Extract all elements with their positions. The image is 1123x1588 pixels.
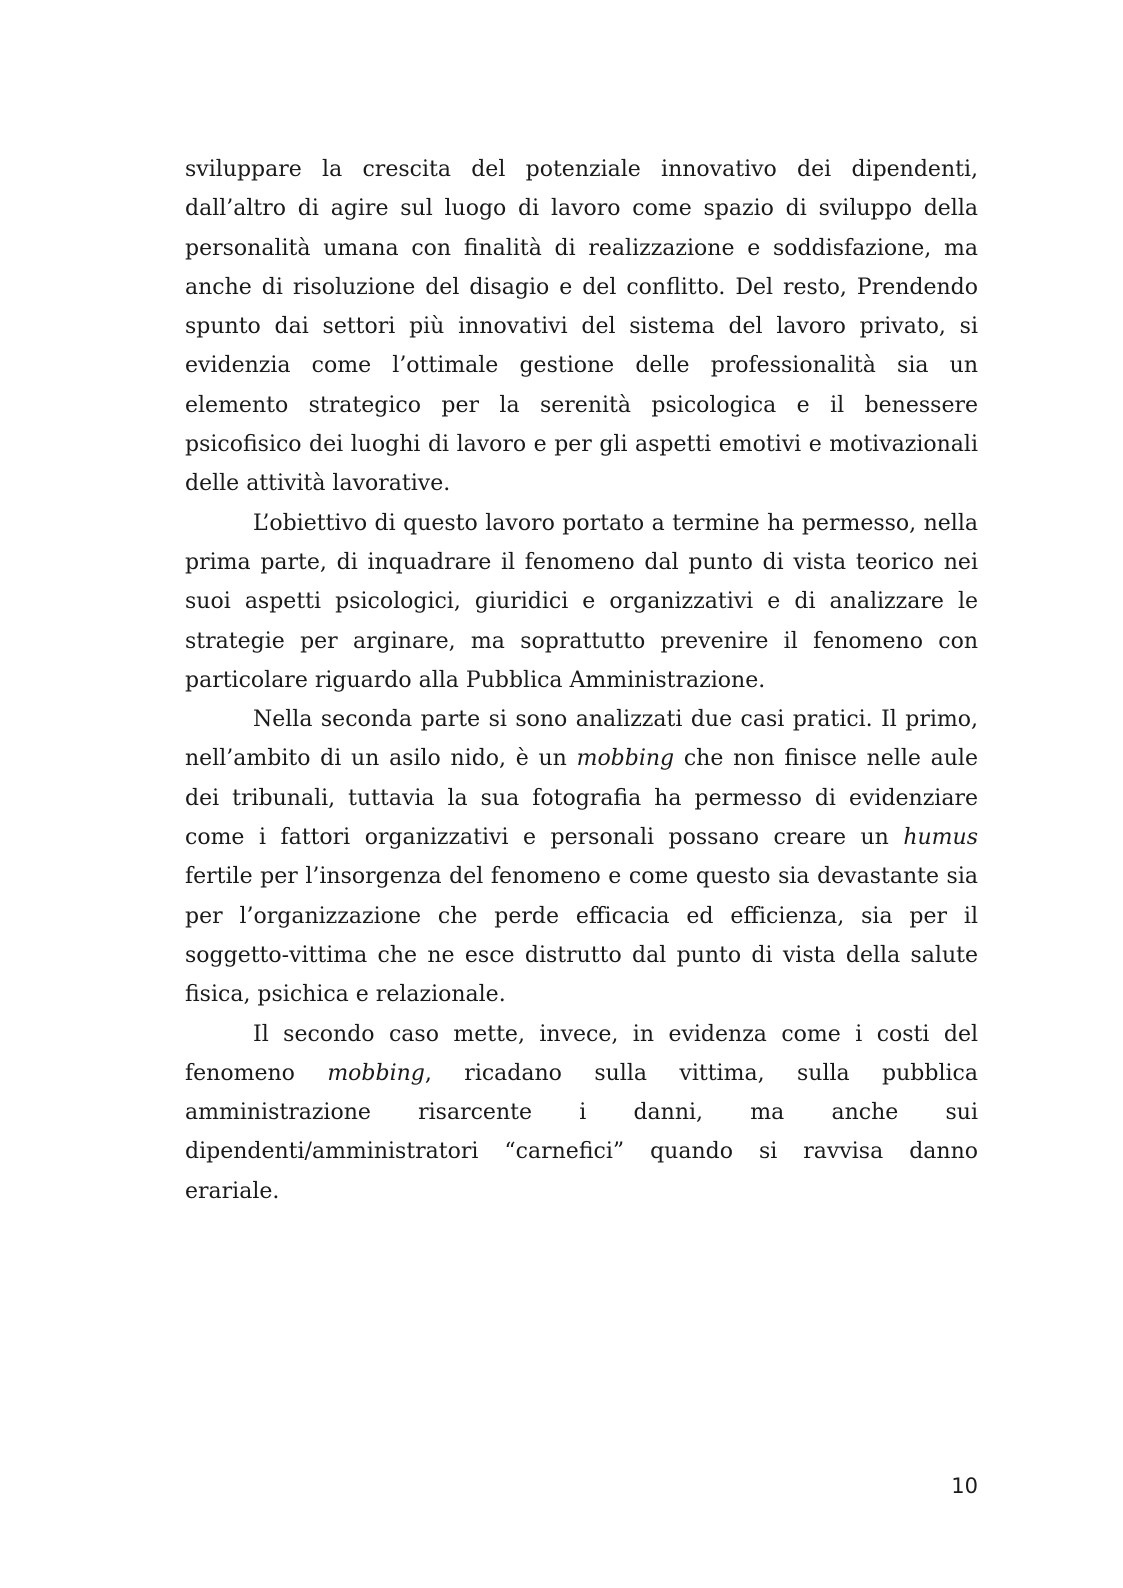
paragraph-2-text: L’obiettivo di questo lavoro portato a termine ha permesso, nella prima parte, di inquadrare il fenomeno dal punto di vista teorico nei suoi aspetti psicologici, giuridici e organizzativi e di analizzare le strategie per arginare, ma soprattutto prevenire il fenomeno con particolare riguardo alla Pubblica Amministrazione.: [185, 510, 978, 693]
paragraph-4-text-b: , ricadano sulla vittima, sulla pubblica amministrazione risarcente i danni, ma anche sui dipendenti/amministratori “carnefici” quando si ravvisa danno erariale.: [185, 1060, 978, 1204]
paragraph-1-text: sviluppare la crescita del potenziale innovativo dei dipendenti, dall’altro di agire sul luogo di lavoro come spazio di sviluppo della personalità umana con finalità di realizzazione e soddisfazione, ma anche di risoluzione del disagio e del conflitto. Del resto, Prendendo spunto dai settori più innovativi del sistema del lavoro privato, si evidenzia come l’ottimale gestione delle professionalità sia un elemento strategico per la serenità psicologica e il benessere psicofisico dei luoghi di lavoro e per gli aspetti emotivi e motivazionali delle attività lavorative.: [185, 157, 978, 497]
paragraph-1: [185, 150, 978, 504]
body-text: [185, 150, 978, 1211]
paragraph-3-italic-humus: humus: [903, 825, 978, 851]
page-number: 10: [951, 1474, 978, 1498]
paragraph-4-text-a: Il secondo caso mette, invece, in evidenza come i costi del fenomeno: [185, 1021, 978, 1086]
paragraph-3-text-c: fertile per l’insorgenza del fenomeno e come questo sia devastante sia per l’organizzazione che perde efficacia ed efficienza, sia per il soggetto-vittima che ne esce distrutto dal punto di vista della salute fisica, psichica e relazionale.: [185, 864, 978, 1008]
paragraph-3-italic-mobbing: mobbing: [576, 746, 675, 772]
paragraph-4-italic-mobbing: mobbing: [327, 1060, 425, 1086]
paragraph-3-text-b: che non finisce nelle aule dei tribunali, tuttavia la sua fotografia ha permesso di evidenziare come i fattori organizzativi e personali possano creare un: [185, 746, 978, 851]
paragraph-3: [185, 700, 978, 1014]
paragraph-3-text-a: Nella seconda parte si sono analizzati due casi pratici. Il primo, nell’ambito di un asilo nido, è un: [185, 707, 978, 772]
paragraph-2: [185, 504, 978, 700]
paragraph-4: [185, 1015, 978, 1211]
